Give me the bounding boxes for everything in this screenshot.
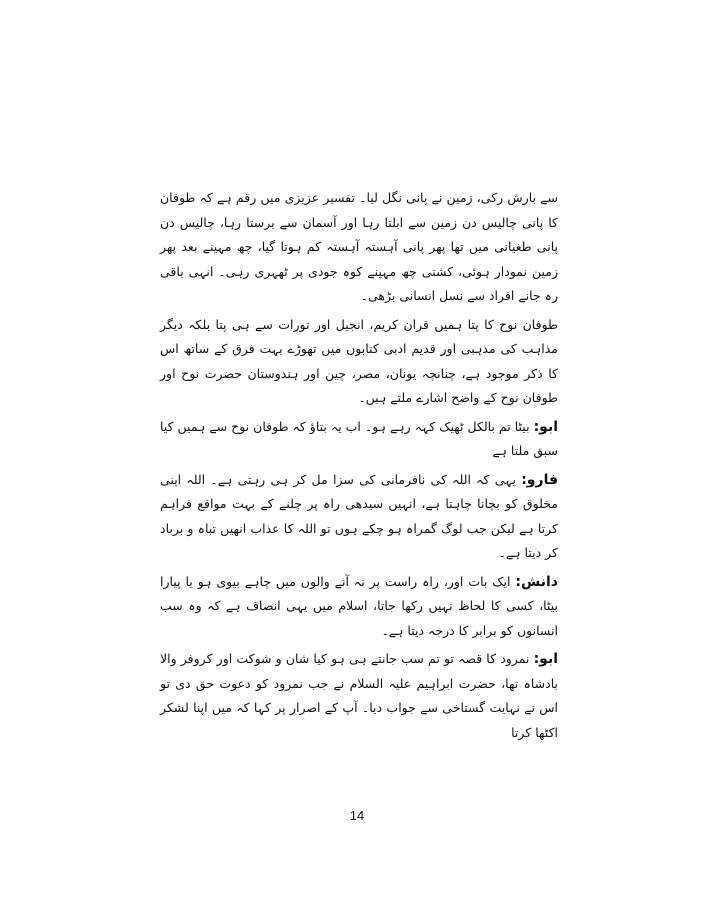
dialogue-faro [160, 468, 558, 566]
dialogue-text: یہی کہ اللہ کی نافرمانی کی سزا مل کر ہی رہتی ہے۔ اللہ اپنی مخلوق کو بچانا چاہتا ہے، انہیں سیدھی راہ پر چلنے کے بہت مواقع فراہم کرتا ہے لیکن جب لوگ گمراہ ہو چکے ہوں تو اللہ کا عذاب انھیں تباہ و برباد کر دیتا ہے۔ [160, 471, 558, 560]
page-number: 14 [349, 808, 365, 823]
urdu-text-block [160, 186, 558, 745]
dialogue-text: نمرود کا قصہ تو تم سب جانتے ہی ہو کیا شان و شوکت اور کروفر والا بادشاہ تھا، حضرت ابراہیم علیہ السلام نے جب نمرود کو دعوت حق دی تو اس نے نہایت گستاخی سے جواب دیا۔ آپ کے اصرار پر کہا کہ میں اپنا لشکر اکٹھا کرتا [160, 651, 558, 740]
dialogue-abu-2 [160, 647, 558, 745]
dialogue-danish [160, 570, 558, 644]
paragraph-text: طوفان نوح کا پتا ہمیں قران کریم، انجیل اور تورات سے ہی پتا بلکہ دیگر مذاہب کی مذہبی اور قدیم ادبی کتابوں میں تھوڑے بہت فرق کے ساتھ اس کا ذکر موجود ہے، چنانچہ یونان، مصر، چین اور ہندوستان حضرت نوح اور طوفان نوح کے واضح اشارے ملتے ہیں۔ [160, 316, 558, 405]
paragraph-2 [160, 313, 558, 411]
dialogue-abu-1 [160, 415, 558, 464]
speaker-label: ابو: [533, 418, 558, 435]
dialogue-text: ایک بات اور، راہ راست پر نہ آنے والوں میں چاہے بیوی ہو یا پیارا بیٹا، کسی کا لحاظ نہیں رکھا جاتا، اسلام میں یہی انصاف ہے کہ وہ سب انسانوں کو برابر کا درجہ دیتا ہے۔ [160, 573, 558, 638]
paragraph-1 [160, 186, 558, 309]
paragraph-text: سے بارش رکی، زمین نے پانی نگل لیا۔ تفسیر عزیزی میں رقم ہے کہ طوفان کا پانی چالیس دن زمین سے ابلتا رہا اور آسمان سے برستا رہا، چالیس دن پانی طغیانی میں تھا پھر پانی آہستہ آہستہ کم ہوتا گیا، چھ مہینے بعد پھر زمین نمودار ہوئی، کشتی چھ مہینے کوہ جودی پر ٹھہری رہی۔ انہی باقی رہ جانے افراد سے نسل انسانی بڑھی۔ [160, 190, 558, 303]
dialogue-text: بیٹا تم بالکل ٹھیک کہہ رہے ہو۔ اب یہ بتاؤ کہ طوفان نوح سے ہمیں کیا سبق ملتا ہے [160, 418, 558, 458]
speaker-label: فارو: [521, 471, 558, 488]
speaker-label: دانش: [515, 573, 558, 590]
speaker-label: ابو: [533, 651, 558, 667]
